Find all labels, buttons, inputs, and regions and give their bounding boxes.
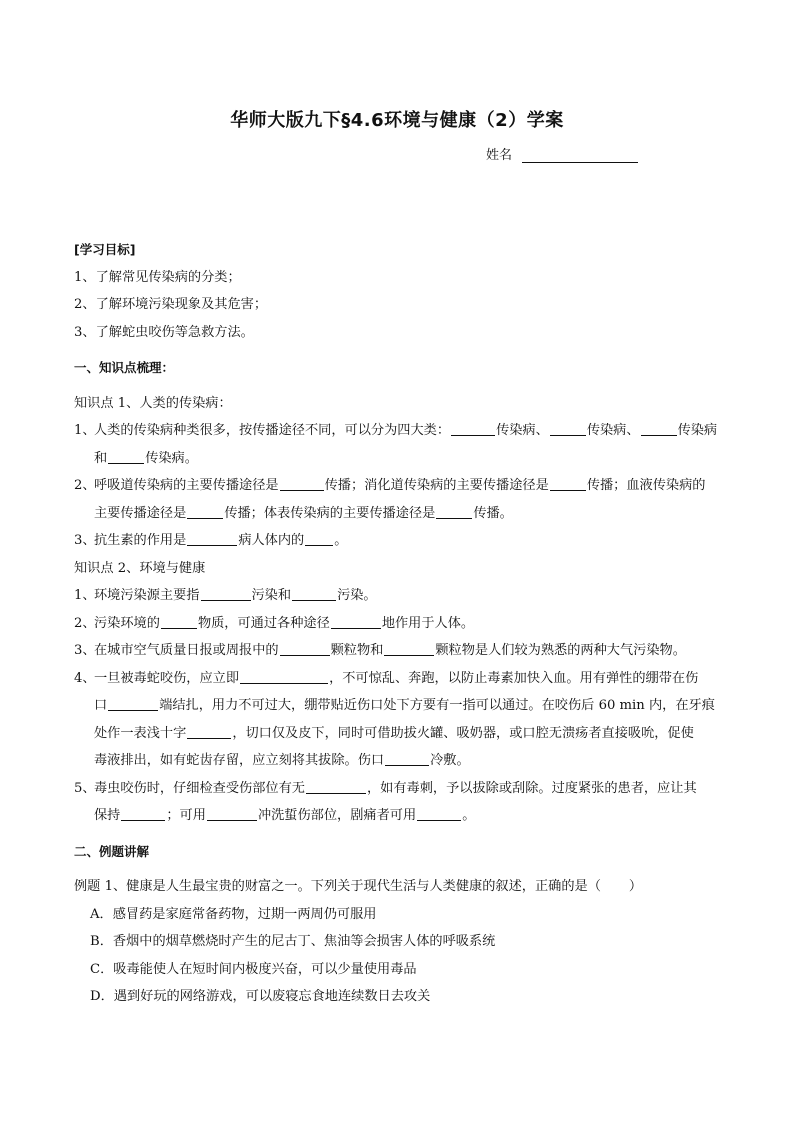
- page-title: 华师大版九下§4.6环境与健康（2）学案: [230, 110, 564, 131]
- answer-blank[interactable]: [292, 586, 336, 601]
- answer-blank[interactable]: [451, 421, 495, 436]
- option-c: C．吸毒能使人在短时间内极度兴奋，可以少量使用毒品: [90, 961, 417, 977]
- kp1-q1: 1、人类的传染病种类很多，按传播途径不同，可以分为四大类： 传染病、 传染病、 传染病: [74, 423, 718, 438]
- objective-item: 2、了解环境污染现象及其危害；: [74, 297, 268, 312]
- answer-blank[interactable]: [108, 449, 144, 464]
- example1-stem: 例题 1、健康是人生最宝贵的财富之一。下列关于现代生活与人类健康的叙述，正确的是（ ）: [74, 879, 643, 894]
- answer-blank[interactable]: [240, 669, 328, 684]
- kp1-q3: 3、抗生素的作用是 病人体内的 。: [74, 533, 348, 548]
- answer-blank[interactable]: [385, 751, 429, 766]
- objectives-heading: [学习目标]: [74, 242, 136, 257]
- kp1-q2: 2、呼吸道传染病的主要传播途径是 传播；消化道传染病的主要传播途径是 传播；血液传染病的: [74, 478, 706, 493]
- answer-blank[interactable]: [436, 504, 472, 519]
- objective-item: 1、了解常见传染病的分类；: [74, 269, 241, 285]
- answer-blank[interactable]: [280, 641, 330, 656]
- kp2-heading: 知识点 2、环境与健康: [74, 560, 206, 576]
- answer-blank[interactable]: [108, 696, 158, 711]
- answer-blank[interactable]: [641, 421, 677, 436]
- objective-item: 3、了解蛇虫咬伤等急救方法。: [74, 324, 254, 340]
- name-blank[interactable]: [522, 148, 638, 163]
- kp2-q5: 5、毒虫咬伤时，仔细检查受伤部位有无 ，如有毒刺，予以拔除或刮除。过度紧张的患者，应让其: [74, 780, 697, 796]
- answer-blank[interactable]: [121, 806, 165, 821]
- kp2-q2: 2、污染环境的 物质，可通过各种途径 地作用于人体。: [74, 615, 475, 631]
- kp2-q3: 3、在城市空气质量日报或周报中的 颗粒物和 颗粒物是人们较为熟悉的两种大气污染物。: [74, 643, 686, 658]
- worksheet-body: [74, 236, 734, 1011]
- answer-blank[interactable]: [187, 724, 231, 739]
- name-row: [486, 144, 638, 163]
- kp2-q4-cont: 口 端结扎，用力不可过大，绷带贴近伤口处下方要有一指可以通过。在咬伤后 60 min 内，在牙痕: [94, 698, 715, 713]
- answer-blank[interactable]: [550, 476, 586, 491]
- section2-heading: 二、例题讲解: [74, 843, 150, 859]
- answer-blank[interactable]: [187, 504, 223, 519]
- kp2-q5-cont: 保持 ；可用 冲洗蜇伤部位，剧痛者可用 。: [94, 808, 476, 823]
- option-a: A．感冒药是家庭常备药物，过期一两周仍可服用: [90, 906, 377, 922]
- answer-blank[interactable]: [187, 531, 237, 546]
- answer-blank[interactable]: [384, 641, 434, 656]
- kp2-q4: 4、一旦被毒蛇咬伤，应立即 ，不可惊乱、奔跑，以防止毒素加快入血。用有弹性的绷带在伤: [74, 670, 699, 686]
- answer-blank[interactable]: [550, 421, 586, 436]
- answer-blank[interactable]: [306, 779, 366, 794]
- kp2-q4-cont: 处作一表浅十字 ，切口仅及皮下，同时可借助拔火罐、吸奶器，或口腔无溃疡者直接吸吮，促使: [94, 725, 694, 741]
- section1-heading: 一、知识点梳理：: [74, 360, 175, 375]
- option-d: D．遇到好玩的网络游戏，可以废寝忘食地连续数日去攻关: [90, 989, 431, 1004]
- answer-blank[interactable]: [207, 806, 257, 821]
- name-label: 姓名: [486, 148, 513, 163]
- answer-blank[interactable]: [305, 531, 333, 546]
- answer-blank[interactable]: [331, 614, 381, 629]
- kp1-q1-cont: 和 传染病。: [94, 450, 198, 466]
- option-b: B．香烟中的烟草燃烧时产生的尼古丁、焦油等会损害人体的呼吸系统: [90, 934, 496, 949]
- kp2-q4-cont: 毒液排出，如有蛇齿存留，应立刻将其拔除。伤口 冷敷。: [94, 753, 470, 768]
- kp1-heading: 知识点 1、人类的传染病：: [74, 395, 232, 411]
- answer-blank[interactable]: [417, 806, 461, 821]
- kp2-q1: 1、环境污染源主要指 污染和 污染。: [74, 588, 377, 603]
- answer-blank[interactable]: [280, 476, 324, 491]
- answer-blank[interactable]: [161, 614, 197, 629]
- answer-blank[interactable]: [201, 586, 251, 601]
- kp1-q2-cont: 主要传播途径是 传播；体表传染病的主要传播途径是 传播。: [94, 505, 513, 521]
